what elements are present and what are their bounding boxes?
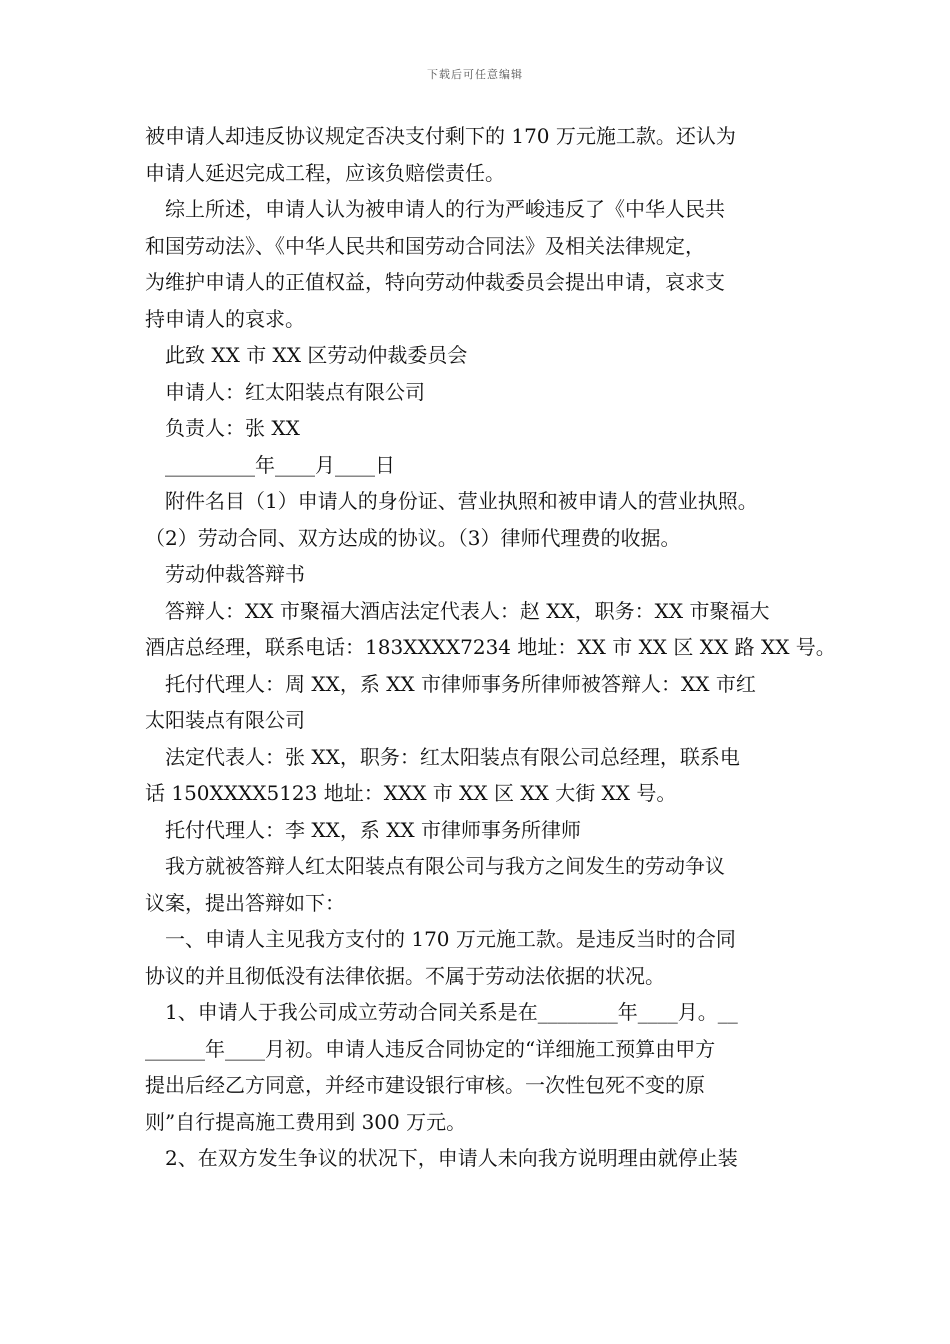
text-line: 提出后经乙方同意，并经市建设银行审核。一次性包死不变的原 — [145, 1073, 705, 1097]
text-line: 法定代表人：张 XX，职务：红太阳装点有限公司总经理，联系电 — [165, 744, 740, 769]
text-line: 劳动仲裁答辩书 — [165, 562, 305, 586]
text-line: 答辩人：XX 市聚福大酒店法定代表人：赵 XX，职务：XX 市聚福大 — [165, 598, 770, 623]
text-line: 1、申请人于我公司成立劳动合同关系是在________年____月。__ — [165, 1000, 738, 1024]
document-body — [145, 118, 836, 1177]
text-line: 则”自行提高施工费用到 300 万元。 — [145, 1109, 467, 1134]
text-line: 负责人：张 XX — [165, 416, 300, 440]
text-line: 话 150XXXX5123 地址：XXX 市 XX 区 XX 大街 XX 号。 — [145, 781, 677, 805]
text-line: 申请人延迟完成工程，应该负赔偿责任。 — [145, 160, 505, 185]
text-line: ______年____月初。申请人违反合同协定的“详细施工预算由甲方 — [145, 1036, 716, 1061]
text-line: 综上所述，申请人认为被申请人的行为严峻违反了《中华人民共 — [165, 197, 725, 221]
text-line: 申请人：红太阳装点有限公司 — [165, 379, 425, 404]
text-line: 托付代理人：周 XX，系 XX 市律师事务所律师被答辩人：XX 市红 — [165, 671, 756, 696]
text-line: 一、申请人主见我方支付的 170 万元施工款。是违反当时的合同 — [165, 927, 736, 951]
text-line: 为维护申请人的正值权益，特向劳动仲裁委员会提出申请，哀求支 — [145, 270, 725, 294]
text-line: 持申请人的哀求。 — [145, 306, 305, 331]
page-header: 下载后可任意编辑 — [427, 68, 523, 81]
text-line: 和国劳动法》、《中华人民共和国劳动合同法》及相关法律规定， — [145, 233, 705, 258]
text-line: 议案，提出答辩如下： — [145, 890, 345, 915]
text-line: 2、在双方发生争议的状况下，申请人未向我方说明理由就停止装 — [165, 1146, 738, 1170]
text-line: 酒店总经理，联系电话：183XXXX7234 地址：XX 市 XX 区 XX 路 XX 号。 — [145, 635, 836, 659]
text-line: 附件名目（1）申请人的身份证、营业执照和被申请人的营业执照。 — [165, 489, 758, 513]
text-line: 协议的并且彻低没有法律依据。不属于劳动法依据的状况。 — [145, 963, 665, 988]
text-line: 此致 XX 市 XX 区劳动仲裁委员会 — [165, 343, 468, 367]
text-line: 太阳装点有限公司 — [145, 708, 305, 732]
text-line: _________年____月____日 — [165, 452, 395, 477]
text-line: （2）劳动合同、双方达成的协议。（3）律师代理费的收据。 — [145, 525, 681, 550]
text-line: 我方就被答辩人红太阳装点有限公司与我方之间发生的劳动争议 — [165, 854, 725, 878]
text-line: 托付代理人：李 XX，系 XX 市律师事务所律师 — [165, 817, 582, 842]
text-line: 被申请人却违反协议规定否决支付剩下的 170 万元施工款。还认为 — [145, 124, 736, 148]
